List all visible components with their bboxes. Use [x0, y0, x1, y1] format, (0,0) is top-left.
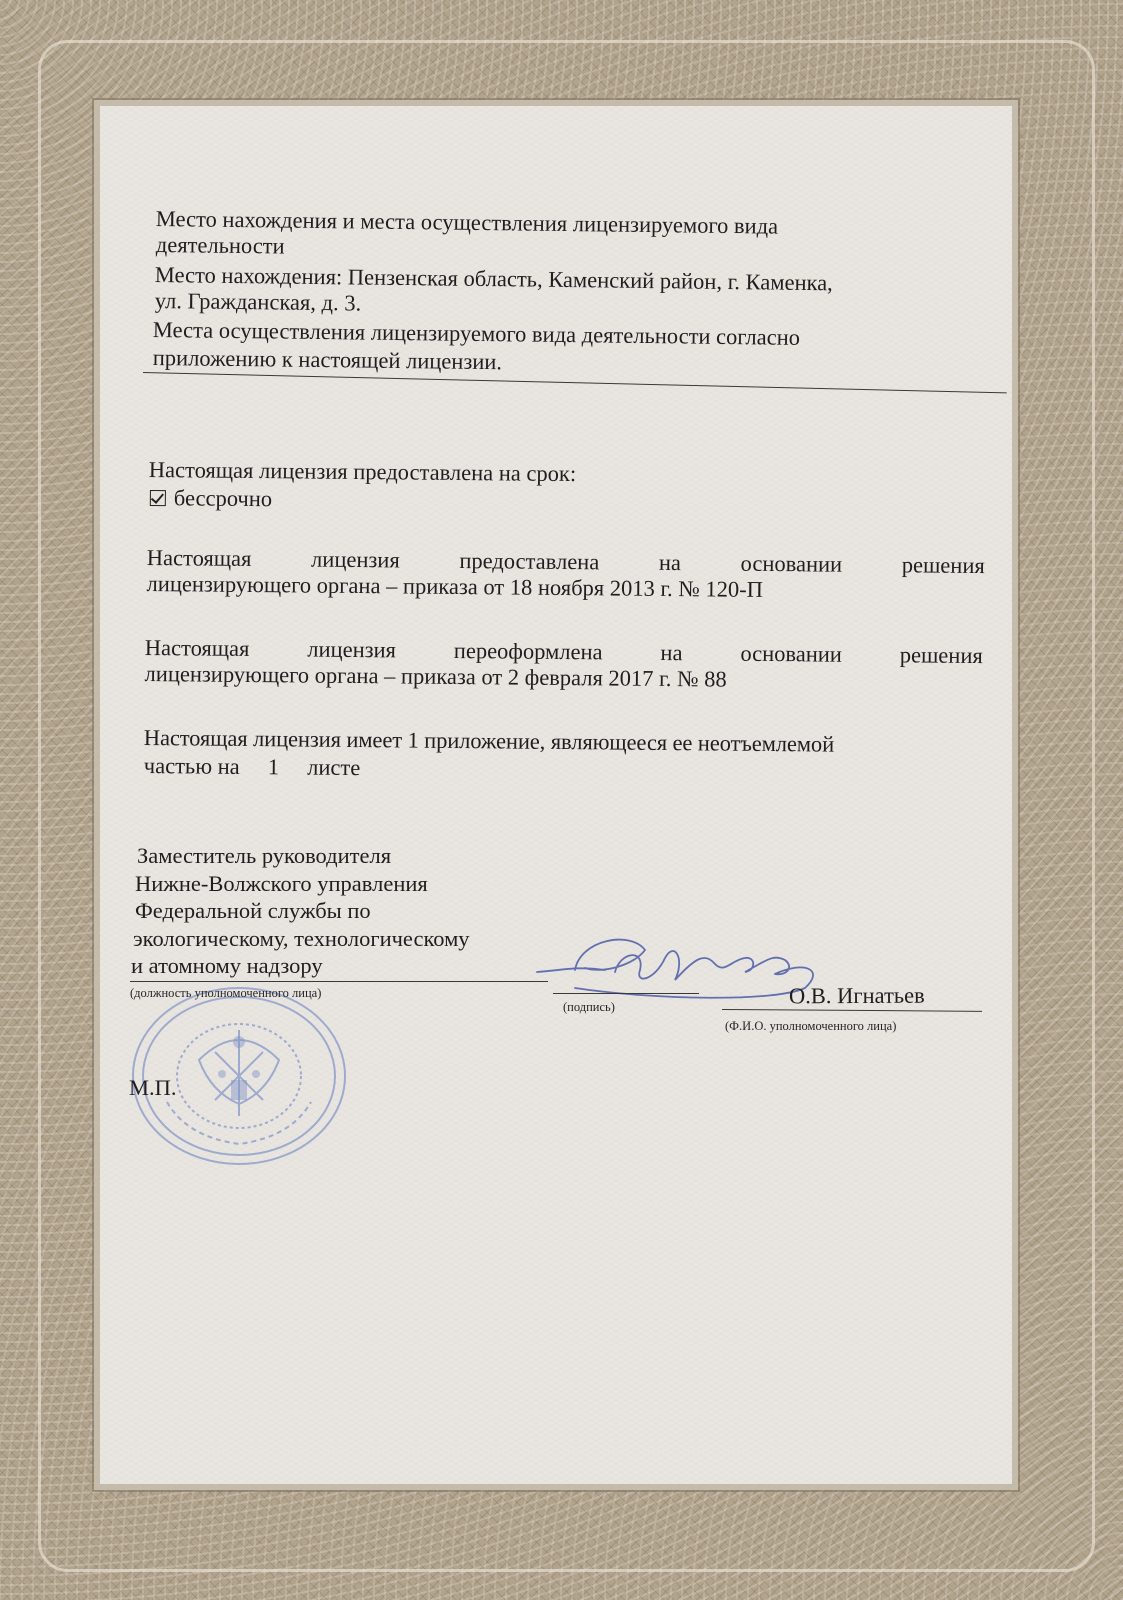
signature-underline	[553, 993, 699, 994]
basis-word: лицензия	[311, 546, 400, 573]
basis-paragraph	[147, 545, 985, 605]
signatory-name: О.В. Игнатьев	[788, 982, 925, 1009]
signatory-position-line1: Заместитель руководителя	[137, 843, 392, 868]
term-label: Настоящая лицензия предоставлена на срок:	[148, 457, 577, 487]
reissue-word: лицензия	[307, 636, 397, 663]
stamp-label: М.П.	[129, 1075, 177, 1100]
reissue-line2: лицензирующего органа – приказа от 2 февраля 2017 г. № 88	[144, 660, 727, 692]
basis-word: Настоящая	[146, 545, 252, 572]
reissue-word: Настоящая	[144, 635, 250, 662]
term-row	[150, 485, 272, 512]
reissue-word: на	[660, 639, 683, 666]
term-value: бессрочно	[173, 485, 273, 512]
position-caption: (должность уполномоченного лица)	[130, 986, 322, 1000]
reissue-word: решения	[899, 642, 983, 669]
activity-places-line1: Места осуществления лицензируемого вида деятельности согласно	[152, 317, 801, 350]
position-underline	[130, 981, 548, 982]
activity-places-line2: приложению к настоящей лицензии.	[152, 345, 503, 375]
appendix-line1: Настоящая лицензия имеет 1 приложение, являющееся ее неотъемлемой	[143, 725, 835, 757]
term-checkbox	[150, 490, 166, 506]
signatory-position-line5: и атомному надзору	[131, 953, 323, 978]
reissue-paragraph	[145, 635, 983, 695]
signatory-position-line3: Федеральной службы по	[135, 898, 371, 923]
appendix-line2: частью на 1 листе	[143, 753, 361, 781]
basis-word: решения	[901, 552, 985, 579]
name-caption: (Ф.И.О. уполномоченного лица)	[725, 1019, 897, 1033]
location-heading-line1: Место нахождения и места осуществления лицензируемого вида	[155, 206, 779, 239]
basis-word: основании	[740, 550, 843, 577]
location-heading-line2: деятельности	[155, 232, 285, 259]
basis-word: на	[658, 549, 682, 576]
signatory-position-line2: Нижне-Волжского управления	[135, 871, 428, 896]
location-line1: Место нахождения: Пензенская область, Каменский район, г. Каменка,	[154, 262, 833, 296]
reissue-word: основании	[740, 640, 843, 667]
signatory-position-line4: экологическому, технологическому	[133, 926, 470, 951]
location-line2: ул. Гражданская, д. 3.	[154, 288, 362, 316]
signature-caption: (подпись)	[563, 1000, 615, 1014]
reissue-word: переоформлена	[453, 637, 603, 665]
basis-word: предоставлена	[459, 548, 600, 575]
basis-line2: лицензирующего органа – приказа от 18 ноября 2013 г. № 120-П	[146, 570, 764, 602]
